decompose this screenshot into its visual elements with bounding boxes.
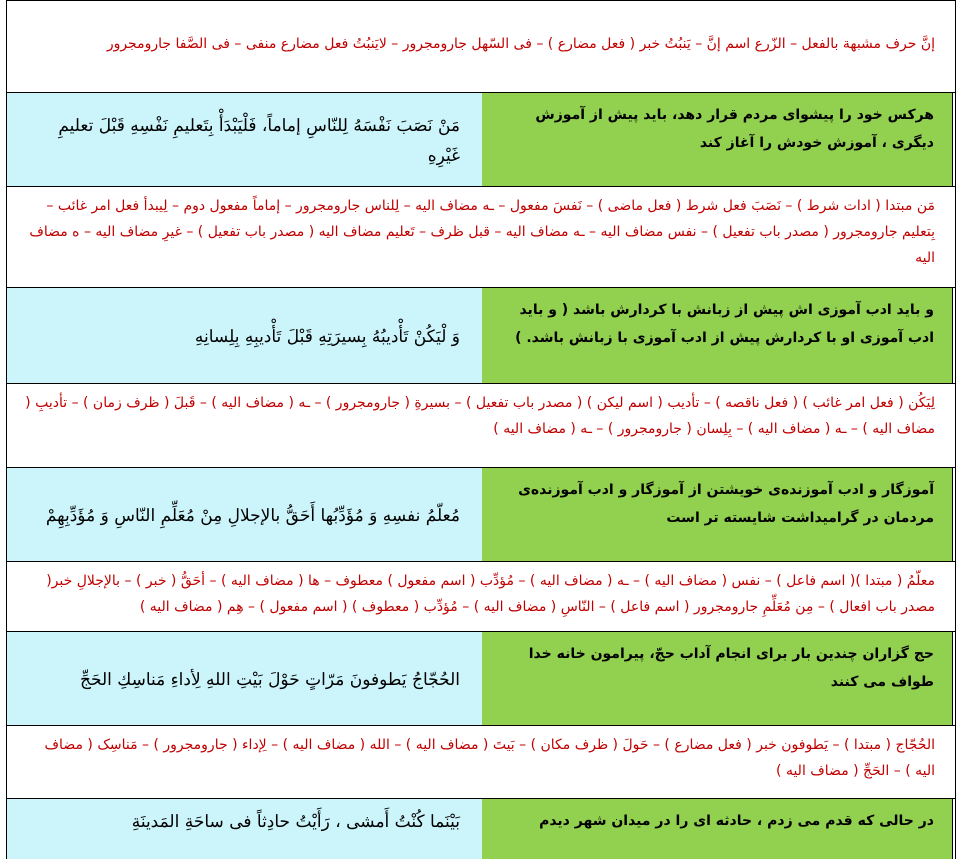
persian-translation-cell: در حالی که قدم می زدم ، حادثه ای را در میدان شهر دیدم bbox=[482, 799, 953, 859]
arabic-sentence-text: الحُجّاجُ يَطوفونَ مَرّاتٍ حَوْلَ بَيْتِ اللهِ لِأداءِ مَناسِكِ الحَجِّ bbox=[80, 669, 460, 690]
grammar-analysis-text: الحُجّاج ( مبتدا ) – یَطوفون خبر ( فعل مضارع ) – حَولَ ( ظرف مکان ) – بَیتَ ( مضاف الیه ) – الله ( مضاف الیه ) – لِإداء ( جارومجرور ) – مَناسِک ( مضاف الیه ) – الحَجِّ ( مضاف الیه ) bbox=[44, 737, 935, 779]
arabic-sentence-text: مَنْ نَصَبَ نَفْسَهُ لِلنّاسِ إماماً، فَلْيَبْدَأْ بِتَعليمِ نَفْسِهِ قَبْلَ تعليمِ غَيْرِهِ bbox=[58, 115, 460, 166]
analysis-row bbox=[7, 384, 955, 468]
arabic-sentence-text: مُعلّمُ نفسِهِ وَ مُؤَدِّبُها أَحَقُّ بالإجلالِ مِنْ مُعَلِّمِ النّاسِ وَ مُؤَدِّبِهِمْ bbox=[45, 505, 460, 526]
analysis-row bbox=[7, 187, 955, 288]
persian-translation-cell: و باید ادب آموزی اش پیش از زبانش با کردارش باشد ( و باید ادب آموزی او با کردارش پیش از ادب آموزی با زبانش باشد. ) bbox=[482, 288, 953, 383]
grammar-analysis-text: مَن مبتدا ( ادات شرط ) – نَصَبَ فعل شرط ( فعل ماضی ) – نَفسَ مفعول – ـه مضاف الیه – لِلناس جارومجرور – إماماً مفعول دوم – لِیبدأ فعل امر غائب – بِتعلیم جارومجرور ( مصدر باب تفعیل ) – نفس مضاف الیه – ـه مضاف الیه – قبل ظرف – تَعلیم مضاف الیه ( مصدر باب تفعیل ) – غیرِ مضاف الیه – ه مضاف الیه bbox=[29, 198, 935, 266]
sentence-row bbox=[7, 93, 955, 187]
sentence-row bbox=[7, 632, 955, 726]
arabic-sentence-text: وَ لْيَكُنْ تَأْديبُهُ بِسيرَتِهِ قَبْلَ تَأْديبِهِ بِلِسانِهِ bbox=[194, 326, 460, 347]
sentence-row bbox=[7, 468, 955, 562]
translation-table bbox=[6, 0, 956, 859]
analysis-row bbox=[7, 562, 955, 632]
arabic-sentence-cell bbox=[7, 93, 482, 186]
arabic-sentence-cell bbox=[7, 468, 482, 561]
arabic-sentence-cell bbox=[7, 632, 482, 725]
persian-translation-cell: هرکس خود را پیشوای مردم قرار دهد، باید پیش از آموزش دیگری ، آموزش خودش را آغاز کند bbox=[482, 93, 953, 186]
analysis-row bbox=[7, 726, 955, 799]
arabic-sentence-cell bbox=[7, 799, 482, 859]
arabic-sentence-cell bbox=[7, 288, 482, 383]
persian-translation-cell: آموزگار و ادب آموزنده‌ی خویشتن از آموزگار و ادب آموزنده‌ی مردمان در گرامیداشت شایسته تر است bbox=[482, 468, 953, 561]
grammar-analysis-text: لِیَکُن ( فعل امر غائب ) ( فعل ناقصه ) – تأدیب ( اسم لیکن ) ( مصدر باب تفعیل ) – بسیرةِ ( جارومجرور ) – ـه ( مضاف الیه ) – قَبلَ ( ظرف زمان ) – تأدیبِ ( مضاف الیه ) – ـه ( مضاف الیه ) – بِلِسان ( جارومجرور ) – ـه ( مضاف الیه ) bbox=[25, 395, 935, 437]
persian-translation-cell: حج گزاران چندین بار برای انجام آداب حجّ، پیرامون خانه خدا طواف می کنند bbox=[482, 632, 953, 725]
grammar-analysis-text: معلّمُ ( مبتدا )( اسم فاعل ) – نفس ( مضاف الیه ) – ـه ( مضاف الیه ) – مُؤدِّب ( اسم مفعول ) معطوف – ها ( مضاف الیه ) – أحَقُّ ( خبر ) – بالإجلالِ خبر( مصدر باب افعال ) – مِن مُعَلِّمِ جارومجرور ( اسم فاعل ) – النّاسِ ( مضاف الیه ) – مُؤدِّب ( معطوف ) ( اسم مفعول ) – هِم ( مضاف الیه ) bbox=[46, 573, 935, 615]
arabic-sentence-text: بَيْنَما كُنْتُ أَمشی ، رَأَيْتُ حادِثاً فی ساحَةِ المَدينَةِ bbox=[131, 812, 460, 832]
analysis-row bbox=[7, 0, 955, 93]
grammar-analysis-text: إنَّ حرف مشبهة بالفعل – الزّرع اسم إنَّ – یَنبُتُ خبر ( فعل مضارع ) – فی السّهل جارومجرور – لایَنبُتُ فعل مضارع منفی – فی الصَّفا جارومجرور bbox=[106, 36, 935, 52]
sentence-row bbox=[7, 288, 955, 384]
sentence-row bbox=[7, 799, 955, 859]
